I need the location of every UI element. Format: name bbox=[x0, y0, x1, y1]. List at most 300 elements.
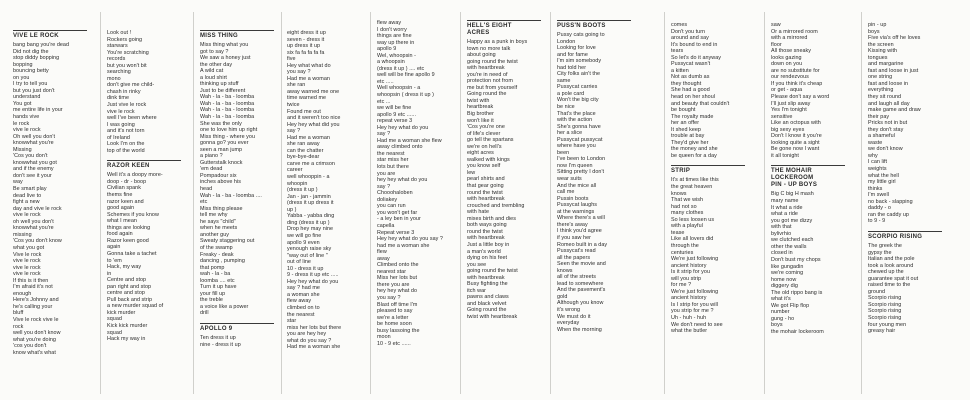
lyric-line: London bbox=[557, 38, 576, 45]
lyric-line: there's away bbox=[557, 221, 588, 228]
lyric-line: hey hey what do bbox=[377, 288, 418, 295]
lyric-line: Be gone now I want bbox=[771, 146, 820, 153]
lyric-line: yenough raise sky bbox=[287, 246, 332, 253]
lyric-line: gypsy the bbox=[868, 249, 892, 256]
lyric-line: they thought bbox=[671, 80, 702, 87]
lyric-line: itch war bbox=[467, 287, 486, 294]
lyric-line: Drop hey may nine bbox=[287, 226, 334, 233]
lyric-line: with a playful bbox=[671, 223, 703, 230]
song-title bbox=[200, 30, 274, 40]
lyric-line: of life's clever bbox=[467, 130, 501, 137]
lyric-line: Don't you turn bbox=[671, 28, 706, 35]
lyric-line: Gutterstalk knock bbox=[200, 159, 243, 166]
lyric-line: Razor keen good bbox=[107, 237, 149, 244]
lyric-line: Scorpio rising bbox=[868, 301, 902, 308]
lyric-line: knows bbox=[557, 267, 573, 274]
lyric-line: say ? bbox=[377, 183, 391, 190]
lyric-line: We don't need to see bbox=[671, 321, 723, 328]
lyric-line: comes bbox=[671, 22, 688, 28]
lyric-line: You got bbox=[13, 100, 32, 107]
lyric-line: She had a good bbox=[671, 87, 710, 94]
lyric-line: at the warnings bbox=[557, 208, 595, 215]
lyric-line: Vive le rock vive le bbox=[13, 316, 59, 323]
lyric-line: We saw a honey just bbox=[200, 55, 251, 62]
lyric-line: got to say ? bbox=[200, 48, 229, 55]
lyric-line: Sweaty staggering out bbox=[200, 238, 255, 245]
lyric-line: you see bbox=[467, 261, 487, 268]
lyric-line: ancient history bbox=[671, 262, 707, 269]
song-title bbox=[13, 30, 87, 40]
lyric-line: the money and she bbox=[671, 146, 718, 153]
lyric-line: greasy hair bbox=[868, 328, 896, 335]
lyric-line: Five via's off he loves bbox=[868, 35, 921, 42]
lyric-line: time warned me bbox=[287, 95, 327, 102]
lyric-line: and it's not torn bbox=[107, 128, 145, 135]
lyric-line: of the swamp bbox=[200, 244, 233, 251]
lyric-line: Please don't say a word bbox=[771, 94, 830, 101]
lyric-line: apollo 9 even bbox=[287, 239, 320, 246]
lyric-line: Hey hey what did you bbox=[287, 121, 340, 128]
lyric-line: Pricks not in but bbox=[868, 120, 908, 127]
lyric-line: of Ireland bbox=[107, 134, 130, 141]
lyric-line: doliakey bbox=[377, 196, 398, 203]
lyric-line: the treble bbox=[200, 297, 223, 304]
lyric-line: vive le rock bbox=[13, 127, 41, 134]
lyric-line: Scorpio rising bbox=[868, 308, 902, 315]
song-title-line: VIVE LE ROCK bbox=[13, 33, 59, 39]
lyric-line: had not so bbox=[671, 203, 697, 210]
lyric-column bbox=[200, 30, 274, 392]
lyric-line: don't see it your bbox=[13, 172, 52, 179]
lyric-line: fast and loose in bbox=[868, 80, 909, 87]
lyric-line: know what's what bbox=[13, 349, 56, 356]
lyric-line: star bbox=[287, 318, 297, 325]
lyric-line: are no substitute for bbox=[771, 67, 820, 74]
lyric-line: you say ? bbox=[287, 69, 311, 76]
lyric-line: another guy bbox=[200, 231, 230, 238]
lyric-line: when he meets bbox=[200, 225, 238, 232]
lyric-line: Had me a woman she bbox=[287, 344, 341, 351]
lyric-line: (dress it up dress it bbox=[287, 200, 334, 207]
lyric-line: like gungadin bbox=[771, 263, 804, 270]
lyric-line: Like all lovers did bbox=[671, 236, 714, 243]
lyric-column bbox=[287, 30, 361, 392]
lyric-line: looks gazing bbox=[771, 54, 802, 61]
lyric-line: Just to be different bbox=[200, 87, 246, 94]
lyric-line: Just a little boy in bbox=[467, 241, 510, 248]
lyric-line: but you won't bit bbox=[107, 62, 147, 69]
lyric-line: round the twist bbox=[467, 228, 503, 235]
lyric-line: - a ley ben in your bbox=[377, 216, 421, 223]
lyric-line: Had me a woman bbox=[287, 134, 330, 141]
lyric-line: what the hell bbox=[868, 172, 899, 179]
lyric-line: everyday bbox=[557, 320, 580, 327]
lyric-line: 'em dead bbox=[200, 166, 223, 173]
lyric-line: she ran bbox=[287, 82, 306, 89]
lyric-line: you are hey hey bbox=[287, 331, 327, 338]
lyric-line: be queen for a day bbox=[671, 152, 717, 159]
lyric-line: bouncing betty bbox=[13, 68, 49, 75]
lyric-line: Kissing with bbox=[868, 48, 898, 55]
lyric-line: Pussycat pussycat bbox=[557, 136, 603, 143]
fold-line bbox=[100, 12, 101, 394]
lyric-line: All those sneaky bbox=[771, 48, 812, 55]
lyric-line: both ways going bbox=[467, 222, 507, 229]
lyric-line: looking quite a sight bbox=[771, 139, 820, 146]
fold-line bbox=[861, 12, 862, 394]
lyric-line: going round the twist bbox=[467, 58, 518, 65]
lyric-line: Just vive le rock bbox=[107, 102, 147, 109]
lyric-line: whoopin bbox=[287, 180, 308, 187]
lyric-line: Here's Johnny and bbox=[13, 297, 59, 304]
lyric-line: razor keen and bbox=[107, 198, 144, 205]
lyric-line: head bbox=[200, 186, 213, 193]
lyric-line: to 9 - 9 bbox=[868, 218, 886, 225]
lyric-line: thinking up stuff bbox=[200, 81, 239, 88]
lyric-line: call me bbox=[557, 189, 575, 196]
lyric-line: four young men bbox=[868, 321, 907, 328]
lyric-line: Won't the big city bbox=[557, 97, 599, 104]
lyric-line: 'Cos you don't bbox=[13, 153, 48, 160]
fold-line bbox=[664, 12, 665, 394]
lyric-line: they sit round bbox=[868, 94, 902, 101]
lyric-line: we will go fine bbox=[287, 232, 322, 239]
lyric-line: Jan - jan - jammin bbox=[287, 193, 331, 200]
lyric-line: le rock bbox=[13, 120, 30, 127]
lyric-line: trouble at bay bbox=[671, 133, 705, 140]
lyric-line: dink time bbox=[107, 95, 130, 102]
lyric-line: make game and draw bbox=[868, 107, 921, 114]
lyric-line: top of the world bbox=[107, 147, 145, 154]
lyric-line: again bbox=[107, 244, 121, 251]
lyric-line: Is it strip for you bbox=[671, 269, 710, 276]
lyric-line: many clothes bbox=[671, 210, 704, 217]
lyric-line: centuries bbox=[671, 249, 694, 256]
lyric-line: way bbox=[13, 179, 23, 186]
lyric-line: Chooohaloben bbox=[377, 190, 413, 197]
lyric-line: won't like it bbox=[467, 117, 494, 124]
lyric-line: pin - up bbox=[868, 22, 887, 28]
lyric-line: everything bbox=[868, 87, 894, 94]
lyric-line: We're just following bbox=[671, 256, 719, 263]
lyric-line: ancient history bbox=[671, 295, 707, 302]
lyric-line: searching bbox=[107, 69, 131, 76]
lyric-line: be home soon bbox=[377, 321, 412, 328]
lyric-line: ding (dress it up ) bbox=[287, 219, 330, 226]
song-title bbox=[771, 165, 845, 189]
lyric-line: lew bbox=[467, 169, 476, 176]
song-title-line: ACRES bbox=[467, 30, 490, 36]
lyric-line: missing bbox=[13, 231, 32, 238]
lyric-line: her a slice bbox=[557, 130, 583, 137]
lyric-line: We must do it bbox=[557, 313, 591, 320]
lyric-line: Hack my way in bbox=[107, 336, 146, 343]
lyric-line: stop diddy bopping bbox=[13, 55, 60, 62]
song-title bbox=[467, 20, 541, 37]
lyric-line: Centre and stop bbox=[107, 277, 147, 284]
lyric-line: Rockers going bbox=[107, 36, 143, 43]
lyric-line: I don't worry bbox=[377, 26, 407, 33]
lyric-line: been bbox=[557, 149, 570, 156]
lyric-line: the screen bbox=[868, 41, 894, 48]
lyric-line: Look I'm on the bbox=[107, 141, 145, 148]
lyric-line: crouched and trembling bbox=[467, 202, 525, 209]
fold-line bbox=[193, 12, 194, 394]
lyric-line: Be smart play bbox=[13, 186, 47, 193]
lyric-line: rock bbox=[13, 323, 24, 330]
lyric-line: She was the only bbox=[200, 120, 242, 127]
lyric-line: Going round the bbox=[467, 307, 507, 314]
lyric-line: well will be fine apollo 9 bbox=[377, 72, 435, 79]
lyric-line: we're a letter bbox=[377, 314, 409, 321]
lyric-line: Wah - la - ba - loomba .... bbox=[200, 192, 262, 199]
song-title-line: LOCKEROOM bbox=[771, 175, 814, 182]
lyric-line: Hey hey what do you say ? bbox=[377, 236, 443, 243]
lyric-line: And the pavement's bbox=[557, 287, 606, 294]
lyric-line: Uh - huh - huh bbox=[671, 314, 707, 321]
lyric-line: eight dress it up bbox=[287, 30, 326, 36]
lyric-line: 9 - dress it up etc ..... bbox=[287, 272, 339, 279]
lyric-line: When the morning bbox=[557, 326, 602, 333]
lyric-line: Ten dress it up bbox=[200, 334, 236, 341]
lyric-line: Pussycat's read bbox=[557, 248, 596, 255]
lyric-line: fast and loose in just bbox=[868, 67, 919, 74]
lyric-line: lead to somewhere bbox=[557, 280, 604, 287]
lyric-line: etc ... bbox=[377, 98, 391, 105]
lyric-line: with that bbox=[771, 224, 792, 231]
lyric-line: 'Cos you don't know bbox=[13, 238, 62, 245]
song-title bbox=[200, 323, 274, 333]
lyric-line: Missing bbox=[13, 146, 32, 153]
lyric-line: town no more talk bbox=[467, 45, 511, 52]
lyric-line: star miss her bbox=[377, 157, 409, 164]
lyric-line: busy lassoing the bbox=[377, 327, 420, 334]
lyric-line: tell me why bbox=[200, 212, 228, 219]
lyric-line: what you got bbox=[13, 244, 45, 251]
lyric-line: big sexy eyes bbox=[771, 126, 805, 133]
lyric-line: drill bbox=[200, 310, 209, 317]
lyric-line: Going round the bbox=[467, 91, 507, 98]
lyric-line: A wild cat bbox=[200, 68, 224, 75]
lyric-line: what you're doing bbox=[13, 336, 56, 343]
lyric-line: six fa fa fa fa fa bbox=[287, 49, 325, 56]
lyric-line: sensitive bbox=[771, 113, 793, 120]
lyric-line: twice bbox=[287, 102, 300, 109]
lyric-line: That's the place bbox=[557, 110, 596, 117]
lyric-line: head on her shoul bbox=[671, 94, 716, 101]
lyric-line: or get - aqua bbox=[771, 87, 803, 94]
lyric-line: had me a woman she bbox=[377, 242, 430, 249]
lyric-line: Or a mirrored room bbox=[771, 28, 818, 35]
lyric-line: that pomp bbox=[200, 264, 225, 271]
lyric-line: pleased to say bbox=[377, 308, 413, 315]
lyric-line: I can lift bbox=[868, 159, 888, 166]
lyric-line: bopping bbox=[13, 61, 33, 68]
lyric-line: I'm swell bbox=[868, 192, 889, 199]
lyric-line: away bbox=[377, 255, 390, 262]
lyric-line: chash in rinky bbox=[107, 88, 141, 95]
lyric-line: my little girl bbox=[868, 179, 896, 186]
lyric-line: I think you'd agree bbox=[557, 228, 602, 235]
lyric-column bbox=[671, 22, 745, 392]
lyric-line: be nice bbox=[557, 104, 575, 111]
lyric-line: with the action bbox=[557, 117, 593, 124]
lyric-line: It shed keep bbox=[671, 126, 701, 133]
lyric-line: tears bbox=[671, 48, 684, 55]
lyric-line: Yabba - yabba ding bbox=[287, 213, 335, 220]
lyric-line: around and say bbox=[671, 35, 709, 42]
lyric-line: knowwhat you got bbox=[13, 159, 57, 166]
lyric-line: out of line bbox=[287, 259, 311, 266]
lyric-line: down on you bbox=[771, 61, 803, 68]
lyric-line: a kitten bbox=[671, 67, 689, 74]
lyric-line: loomba .... etc bbox=[200, 277, 235, 284]
lyric-line: away climbed onto bbox=[377, 144, 423, 151]
lyric-line: mixes birth and dies bbox=[467, 215, 516, 222]
lyric-line: bang bang you're dead bbox=[13, 42, 70, 48]
lyric-line: If this is it then bbox=[13, 277, 49, 284]
lyric-line: with heartbreak bbox=[467, 196, 505, 203]
lyric-line: Oh well you don't bbox=[13, 133, 56, 140]
lyric-column bbox=[868, 22, 942, 392]
lyric-line: waste bbox=[868, 139, 883, 146]
lyric-column bbox=[13, 30, 87, 392]
lyric-line: the nearest bbox=[377, 150, 405, 157]
lyric-line: say ? bbox=[377, 131, 391, 138]
lyric-line: he says "child" bbox=[200, 218, 236, 225]
lyric-line: apollo 9 bbox=[377, 46, 397, 53]
lyric-line: Miss thing what you bbox=[200, 42, 249, 48]
lyric-line: your fill up bbox=[200, 290, 226, 297]
lyric-line: It what a ride bbox=[771, 204, 803, 211]
song-title-line: RAZOR KEEN bbox=[107, 163, 150, 170]
lyric-line: gold bbox=[557, 293, 568, 300]
lyric-line: seven - dress it bbox=[287, 36, 325, 43]
lyric-line: Schemes if you know bbox=[107, 211, 159, 218]
lyric-line: through the bbox=[671, 242, 699, 249]
lyric-line: Pussycat laughs bbox=[557, 202, 598, 209]
lyric-column bbox=[467, 20, 541, 392]
lyric-line: Turn it up have bbox=[200, 284, 237, 291]
lyric-line: you say ? bbox=[377, 294, 401, 301]
lyric-line: on you bbox=[13, 74, 30, 81]
lyric-line: Miss thing - where you bbox=[200, 133, 256, 140]
lyric-line: and beauty that couldn't bbox=[671, 100, 730, 107]
lyric-line: we will be fine bbox=[377, 105, 412, 112]
lyric-line: knowwhat you're bbox=[13, 140, 54, 147]
lyric-line: and if the enemy bbox=[13, 166, 54, 173]
lyric-line: It's bound to end in bbox=[671, 41, 718, 48]
lyric-line: protection not from bbox=[467, 78, 513, 85]
lyric-line: doop - dr - boop bbox=[107, 178, 147, 185]
lyric-line: floor bbox=[771, 41, 782, 48]
lyric-column bbox=[557, 20, 631, 392]
lyric-line: I was going bbox=[107, 121, 135, 128]
lyric-line: a pole card bbox=[557, 90, 585, 97]
lyric-line: and black velvet bbox=[467, 300, 507, 307]
lyric-line: repeat verse 3 bbox=[377, 118, 413, 125]
lyric-line: Well it's a doopy more- bbox=[107, 172, 163, 179]
lyric-line: flew bbox=[377, 249, 387, 256]
lyric-line: Did not dig the bbox=[13, 48, 49, 55]
lyric-line: well you don't know bbox=[13, 330, 61, 337]
lyric-line: The royalty made bbox=[671, 113, 714, 120]
lyric-line: walked with kings bbox=[467, 156, 510, 163]
lyric-line: moon bbox=[377, 334, 391, 341]
lyric-line: wear suits bbox=[557, 176, 582, 183]
lyric-line: me but from yourself bbox=[467, 84, 518, 91]
lyric-line: I've been to London bbox=[557, 156, 606, 163]
song-title-line: PUSS'N BOOTS bbox=[557, 23, 606, 29]
lyric-line: Like an octopus with bbox=[771, 120, 821, 127]
lyric-line: 10 - dress it up bbox=[287, 265, 324, 272]
lyric-line: about going bbox=[467, 52, 496, 59]
lyric-line: centre and stop bbox=[107, 290, 145, 297]
lyric-line: bluff bbox=[13, 310, 24, 317]
lyric-line: capella bbox=[377, 222, 395, 229]
lyric-line: you know self bbox=[467, 163, 501, 170]
lyric-line: five bbox=[287, 56, 296, 63]
lyric-line: the mohair lockeroom bbox=[771, 328, 824, 335]
lyric-line: Happy as a punk in boys bbox=[467, 39, 528, 45]
lyric-line: in bbox=[107, 270, 112, 277]
lyric-line: Scorpio rising bbox=[868, 314, 902, 321]
lyric-line: The greek the bbox=[868, 242, 902, 249]
lyric-line: going round the twist bbox=[467, 268, 518, 275]
lyric-line: you got me dizzy bbox=[771, 217, 813, 224]
lyric-line: Look out ! bbox=[107, 30, 132, 36]
lyric-line: knows bbox=[671, 190, 687, 197]
lyric-line: you're in need of bbox=[467, 71, 508, 78]
fold-line bbox=[764, 12, 765, 394]
lyric-line: City folks ain't the bbox=[557, 71, 601, 78]
lyric-line: bye-bye-dear bbox=[287, 154, 320, 161]
lyric-line: raised time to the bbox=[868, 282, 911, 289]
lyric-line: and for fame bbox=[557, 51, 588, 58]
lyric-line: Found me out bbox=[287, 108, 321, 115]
lyric-line: where have you bbox=[557, 143, 596, 150]
lyric-line: with heartbreak bbox=[467, 235, 505, 242]
lyric-line: hey hey what do you bbox=[377, 177, 428, 184]
lyric-line: that gear going bbox=[467, 183, 504, 190]
lyric-line: you strip for me ? bbox=[671, 308, 714, 315]
lyric-line: and laugh all day bbox=[868, 100, 910, 107]
lyric-line: way up there in bbox=[377, 39, 415, 46]
lyric-column bbox=[377, 20, 451, 392]
lyric-line: will you strip bbox=[671, 275, 702, 282]
lyric-line: Big C big H mash bbox=[771, 191, 814, 198]
lyric-line: closed in bbox=[771, 250, 793, 257]
lyric-line: mono bbox=[107, 75, 121, 82]
song-title-line: STRIP bbox=[671, 168, 691, 175]
lyric-line: twist with bbox=[467, 97, 490, 104]
lyric-line: Hack, my way bbox=[107, 264, 142, 271]
lyric-line: I'm afraid it's not bbox=[13, 284, 53, 291]
lyric-line: squad bbox=[107, 316, 122, 323]
lyric-line: number bbox=[771, 309, 790, 316]
song-title-line: HELL'S EIGHT bbox=[467, 23, 512, 29]
lyric-line: well whooppin - a bbox=[287, 174, 330, 181]
lyric-line: what I mean bbox=[107, 218, 137, 225]
lyric-line: Where there's a will bbox=[557, 215, 605, 222]
lyric-line: pearl shirts and bbox=[467, 176, 505, 183]
lyric-line: 'cos you don't bbox=[13, 343, 47, 350]
song-title bbox=[671, 165, 745, 175]
lyric-line: inches above his bbox=[200, 179, 241, 186]
lyric-line: Pull back and strip bbox=[107, 296, 152, 303]
lyric-line: a woman she bbox=[287, 291, 320, 298]
lyric-line: We're just following bbox=[671, 288, 719, 295]
